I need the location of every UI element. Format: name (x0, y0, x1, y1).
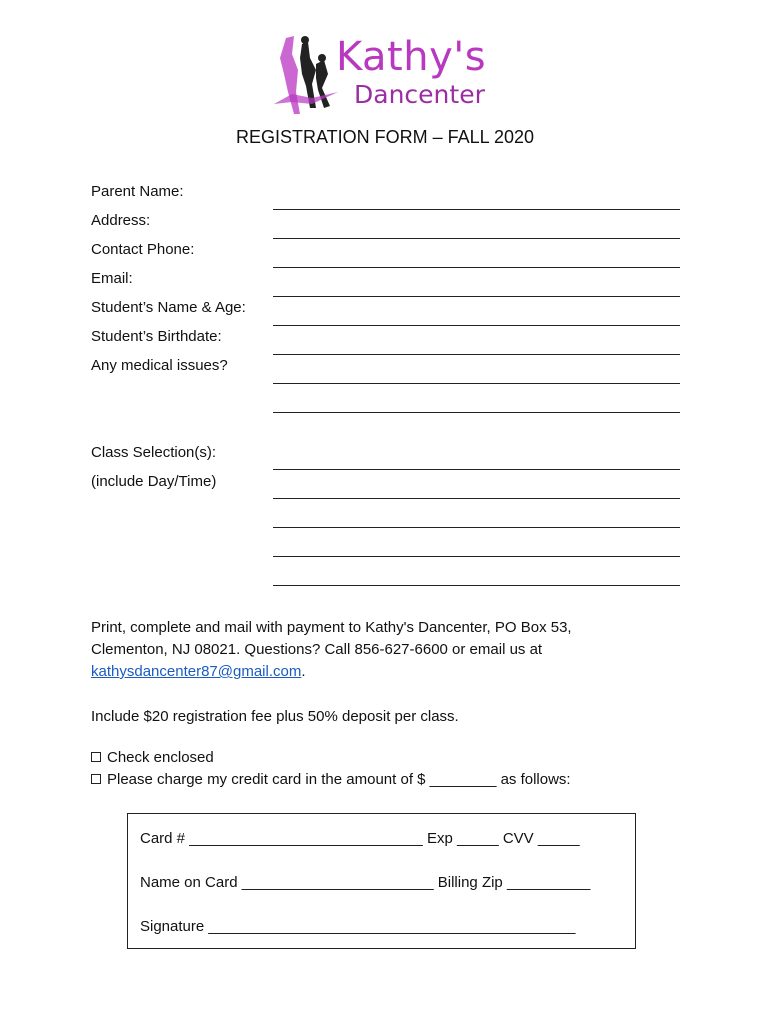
class-selection-line[interactable] (273, 556, 680, 557)
email-label: Email: (91, 270, 133, 287)
fee-note: Include $20 registration fee plus 50% deposit per class. (91, 708, 459, 725)
brand-logo (272, 34, 502, 120)
contact-phone-line[interactable] (273, 267, 680, 268)
class-selection-label: Class Selection(s): (91, 444, 217, 461)
check-enclosed-label: Check enclosed (107, 749, 214, 766)
class-selection-line[interactable] (273, 527, 680, 528)
student-name-age-label: Student’s Name & Age: (91, 299, 246, 316)
name-on-card-line[interactable]: Name on Card _______________________ Billing Zip __________ (140, 874, 591, 891)
form-title: REGISTRATION FORM – FALL 2020 (235, 127, 535, 147)
logo-title: Kathy's (336, 34, 487, 80)
checkbox-icon[interactable] (91, 774, 101, 784)
instructions-period: . (301, 663, 306, 680)
signature-line[interactable]: Signature ____________________________________________ (140, 918, 576, 935)
student-birthdate-line[interactable] (273, 354, 680, 355)
instructions-line-2: Clementon, NJ 08021. Questions? Call 856-627-6600 or email us at (91, 641, 543, 658)
address-label: Address: (91, 212, 151, 229)
class-selection-line[interactable] (273, 585, 680, 586)
medical-issues-line-2[interactable] (273, 412, 680, 413)
student-birthdate-label: Student’s Birthdate: (91, 328, 222, 345)
address-line[interactable] (273, 238, 680, 239)
checkbox-icon[interactable] (91, 752, 101, 762)
credit-card-details-box (127, 813, 636, 949)
card-number-line[interactable]: Card # ____________________________ Exp _____ CVV _____ (140, 830, 580, 847)
email-line[interactable] (273, 296, 680, 297)
instructions-line-1: Print, complete and mail with payment to Kathy's Dancenter, PO Box 53, (91, 619, 572, 636)
check-enclosed-option[interactable] (91, 749, 214, 766)
parent-name-label: Parent Name: (91, 183, 184, 200)
credit-card-option[interactable] (91, 771, 571, 788)
email-link[interactable]: kathysdancenter87@gmail.com (91, 663, 302, 680)
medical-issues-label: Any medical issues? (91, 357, 228, 374)
class-selection-line[interactable] (273, 469, 680, 470)
medical-issues-line[interactable] (273, 383, 680, 384)
logo-subtitle: Dancenter (354, 80, 485, 109)
class-selection-hint: (include Day/Time) (91, 473, 217, 490)
credit-card-label: Please charge my credit card in the amount of $ ________ as follows: (107, 771, 571, 788)
class-selection-line[interactable] (273, 498, 680, 499)
dancers-silhouette-icon (272, 34, 342, 120)
parent-name-line[interactable] (273, 209, 680, 210)
student-name-age-line[interactable] (273, 325, 680, 326)
contact-phone-label: Contact Phone: (91, 241, 195, 258)
instructions-email-row (91, 661, 306, 683)
